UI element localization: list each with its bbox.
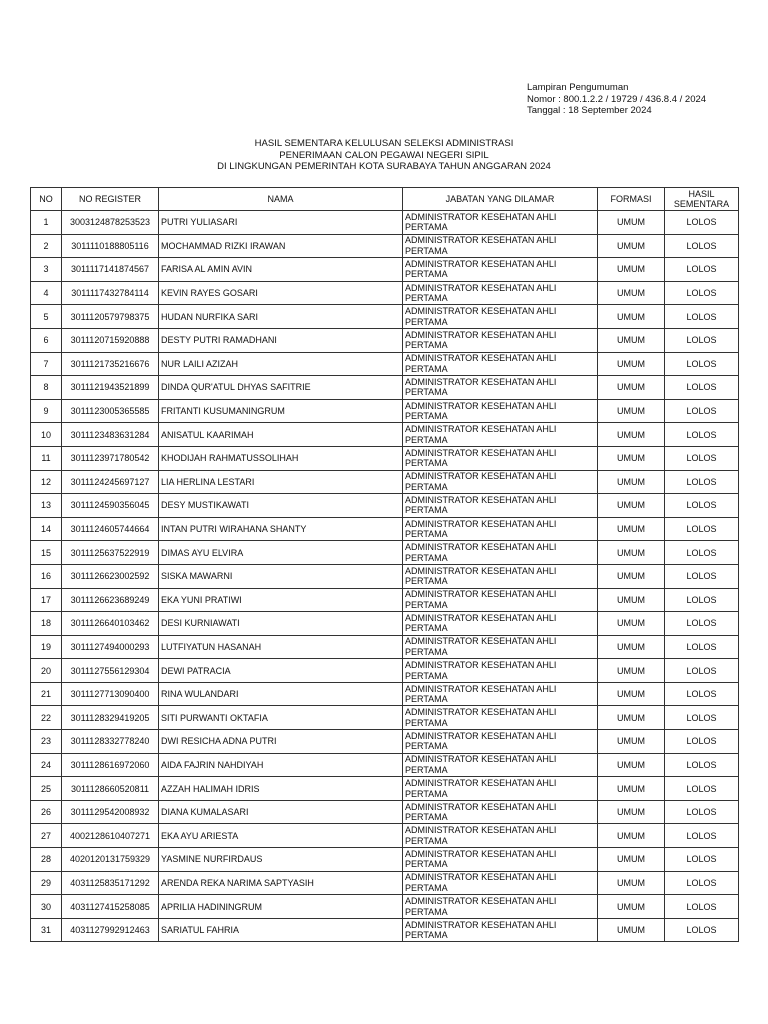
cell-no: 11	[31, 446, 62, 470]
table-row	[31, 541, 739, 565]
header-hasil	[665, 188, 739, 211]
cell-register: 4031127992912463	[62, 918, 159, 942]
cell-jabatan	[403, 281, 598, 305]
cell-jabatan-line-2: PERTAMA	[405, 363, 448, 374]
cell-jabatan-line-2: PERTAMA	[405, 646, 448, 657]
cell-nama: LIA HERLINA LESTARI	[159, 470, 403, 494]
cell-nama: DIANA KUMALASARI	[159, 800, 403, 824]
cell-jabatan-line-2: PERTAMA	[405, 552, 448, 563]
cell-hasil: LOLOS	[665, 800, 739, 824]
table-row	[31, 871, 739, 895]
cell-register: 3011117141874567	[62, 258, 159, 282]
table-row	[31, 305, 739, 329]
cell-jabatan	[403, 352, 598, 376]
table-row	[31, 848, 739, 872]
header-hasil-line-1: HASIL	[688, 189, 715, 199]
cell-jabatan-line-1: ADMINISTRATOR KESEHATAN AHLI	[405, 612, 557, 623]
cell-register: 3011128329419205	[62, 706, 159, 730]
cell-jabatan	[403, 730, 598, 754]
cell-no: 28	[31, 848, 62, 872]
table-row	[31, 682, 739, 706]
cell-nama: DESI KURNIAWATI	[159, 612, 403, 636]
cell-hasil: LOLOS	[665, 588, 739, 612]
cell-formasi: UMUM	[598, 706, 665, 730]
table-row	[31, 258, 739, 282]
cell-formasi: UMUM	[598, 635, 665, 659]
cell-jabatan	[403, 706, 598, 730]
cell-formasi: UMUM	[598, 376, 665, 400]
cell-no: 1	[31, 211, 62, 235]
attachment-block	[527, 82, 706, 117]
cell-register: 3011123971780542	[62, 446, 159, 470]
cell-nama: AZZAH HALIMAH IDRIS	[159, 777, 403, 801]
cell-jabatan-line-1: ADMINISTRATOR KESEHATAN AHLI	[405, 730, 557, 741]
cell-jabatan	[403, 777, 598, 801]
cell-register: 3011123483631284	[62, 423, 159, 447]
cell-nama: ARENDA REKA NARIMA SAPTYASIH	[159, 871, 403, 895]
cell-jabatan-line-2: PERTAMA	[405, 906, 448, 917]
cell-register: 3011126640103462	[62, 612, 159, 636]
cell-jabatan	[403, 824, 598, 848]
cell-jabatan-line-2: PERTAMA	[405, 505, 448, 516]
table-row	[31, 635, 739, 659]
cell-jabatan	[403, 305, 598, 329]
cell-jabatan	[403, 848, 598, 872]
cell-jabatan-line-2: PERTAMA	[405, 930, 448, 941]
cell-jabatan-line-2: PERTAMA	[405, 293, 448, 304]
cell-hasil: LOLOS	[665, 376, 739, 400]
cell-register: 3011121943521899	[62, 376, 159, 400]
cell-jabatan	[403, 328, 598, 352]
cell-jabatan-line-2: PERTAMA	[405, 529, 448, 540]
cell-register: 3011124605744664	[62, 517, 159, 541]
cell-no: 29	[31, 871, 62, 895]
table-row	[31, 328, 739, 352]
results-table	[30, 187, 739, 942]
cell-jabatan-line-2: PERTAMA	[405, 835, 448, 846]
cell-register: 3011126623002592	[62, 564, 159, 588]
cell-jabatan-line-1: ADMINISTRATOR KESEHATAN AHLI	[405, 258, 557, 269]
table-row	[31, 211, 739, 235]
cell-formasi: UMUM	[598, 848, 665, 872]
table-row	[31, 895, 739, 919]
cell-register: 3011124590356045	[62, 494, 159, 518]
cell-jabatan-line-2: PERTAMA	[405, 269, 448, 280]
cell-jabatan-line-2: PERTAMA	[405, 340, 448, 351]
cell-jabatan-line-2: PERTAMA	[405, 481, 448, 492]
cell-no: 27	[31, 824, 62, 848]
cell-no: 15	[31, 541, 62, 565]
cell-register: 3011127556129304	[62, 659, 159, 683]
cell-jabatan	[403, 446, 598, 470]
title-line-3: DI LINGKUNGAN PEMERINTAH KOTA SURABAYA TAHUN ANGGARAN 2024	[217, 161, 551, 172]
cell-jabatan-line-1: ADMINISTRATOR KESEHATAN AHLI	[405, 660, 557, 671]
cell-jabatan	[403, 234, 598, 258]
cell-formasi: UMUM	[598, 612, 665, 636]
cell-jabatan	[403, 895, 598, 919]
cell-hasil: LOLOS	[665, 470, 739, 494]
cell-formasi: UMUM	[598, 258, 665, 282]
attachment-date: Tanggal : 18 September 2024	[527, 105, 652, 116]
table-row	[31, 706, 739, 730]
cell-hasil: LOLOS	[665, 211, 739, 235]
cell-formasi: UMUM	[598, 753, 665, 777]
cell-no: 12	[31, 470, 62, 494]
table-row	[31, 800, 739, 824]
table-row	[31, 659, 739, 683]
cell-jabatan	[403, 635, 598, 659]
cell-no: 7	[31, 352, 62, 376]
cell-no: 21	[31, 682, 62, 706]
table-row	[31, 399, 739, 423]
cell-jabatan-line-2: PERTAMA	[405, 222, 448, 233]
cell-jabatan	[403, 918, 598, 942]
cell-jabatan-line-1: ADMINISTRATOR KESEHATAN AHLI	[405, 825, 557, 836]
cell-jabatan-line-1: ADMINISTRATOR KESEHATAN AHLI	[405, 306, 557, 317]
cell-formasi: UMUM	[598, 234, 665, 258]
table-header-row	[31, 188, 739, 211]
cell-jabatan-line-1: ADMINISTRATOR KESEHATAN AHLI	[405, 848, 557, 859]
table-row	[31, 588, 739, 612]
cell-nama: FARISA AL AMIN AVIN	[159, 258, 403, 282]
cell-nama: DESTY PUTRI RAMADHANI	[159, 328, 403, 352]
cell-register: 3011123005365585	[62, 399, 159, 423]
cell-jabatan	[403, 211, 598, 235]
table-row	[31, 517, 739, 541]
cell-hasil: LOLOS	[665, 918, 739, 942]
cell-hasil: LOLOS	[665, 446, 739, 470]
cell-hasil: LOLOS	[665, 824, 739, 848]
header-no: NO	[31, 188, 62, 211]
cell-nama: KHODIJAH RAHMATUSSOLIHAH	[159, 446, 403, 470]
cell-hasil: LOLOS	[665, 494, 739, 518]
cell-hasil: LOLOS	[665, 328, 739, 352]
table-row	[31, 730, 739, 754]
cell-jabatan-line-2: PERTAMA	[405, 245, 448, 256]
cell-formasi: UMUM	[598, 423, 665, 447]
cell-formasi: UMUM	[598, 895, 665, 919]
cell-nama: AIDA FAJRIN NAHDIYAH	[159, 753, 403, 777]
cell-jabatan-line-2: PERTAMA	[405, 599, 448, 610]
header-hasil-line-2: SEMENTARA	[673, 199, 730, 209]
cell-no: 17	[31, 588, 62, 612]
cell-jabatan-line-2: PERTAMA	[405, 316, 448, 327]
attachment-number: Nomor : 800.1.2.2 / 19729 / 436.8.4 / 2024	[527, 93, 707, 105]
cell-nama: SARIATUL FAHRIA	[159, 918, 403, 942]
header-jabatan: JABATAN YANG DILAMAR	[403, 188, 598, 211]
cell-jabatan-line-1: ADMINISTRATOR KESEHATAN AHLI	[405, 683, 557, 694]
table-row	[31, 234, 739, 258]
cell-no: 9	[31, 399, 62, 423]
cell-no: 2	[31, 234, 62, 258]
cell-hasil: LOLOS	[665, 635, 739, 659]
table-row	[31, 824, 739, 848]
cell-jabatan-line-1: ADMINISTRATOR KESEHATAN AHLI	[405, 471, 557, 482]
cell-register: 3011126623689249	[62, 588, 159, 612]
cell-jabatan	[403, 541, 598, 565]
header-register: NO REGISTER	[62, 188, 159, 211]
cell-hasil: LOLOS	[665, 234, 739, 258]
table-row	[31, 423, 739, 447]
table-row	[31, 352, 739, 376]
cell-nama: ANISATUL KAARIMAH	[159, 423, 403, 447]
cell-register: 3011125637522919	[62, 541, 159, 565]
cell-jabatan-line-2: PERTAMA	[405, 859, 448, 870]
cell-nama: APRILIA HADININGRUM	[159, 895, 403, 919]
cell-jabatan-line-2: PERTAMA	[405, 882, 448, 893]
cell-nama: DWI RESICHA ADNA PUTRI	[159, 730, 403, 754]
cell-formasi: UMUM	[598, 352, 665, 376]
cell-jabatan-line-2: PERTAMA	[405, 741, 448, 752]
cell-jabatan-line-1: ADMINISTRATOR KESEHATAN AHLI	[405, 282, 557, 293]
cell-nama: FRITANTI KUSUMANINGRUM	[159, 399, 403, 423]
cell-register: 3011128332778240	[62, 730, 159, 754]
cell-jabatan	[403, 517, 598, 541]
cell-formasi: UMUM	[598, 682, 665, 706]
cell-jabatan	[403, 612, 598, 636]
cell-jabatan	[403, 470, 598, 494]
cell-jabatan	[403, 258, 598, 282]
cell-formasi: UMUM	[598, 399, 665, 423]
cell-jabatan-line-1: ADMINISTRATOR KESEHATAN AHLI	[405, 329, 557, 340]
cell-jabatan-line-2: PERTAMA	[405, 458, 448, 469]
cell-formasi: UMUM	[598, 918, 665, 942]
cell-nama: INTAN PUTRI WIRAHANA SHANTY	[159, 517, 403, 541]
cell-jabatan-line-1: ADMINISTRATOR KESEHATAN AHLI	[405, 424, 557, 435]
cell-formasi: UMUM	[598, 564, 665, 588]
cell-formasi: UMUM	[598, 494, 665, 518]
cell-hasil: LOLOS	[665, 753, 739, 777]
table-row	[31, 494, 739, 518]
cell-hasil: LOLOS	[665, 848, 739, 872]
cell-jabatan-line-1: ADMINISTRATOR KESEHATAN AHLI	[405, 801, 557, 812]
cell-jabatan-line-1: ADMINISTRATOR KESEHATAN AHLI	[405, 896, 557, 907]
cell-no: 30	[31, 895, 62, 919]
cell-hasil: LOLOS	[665, 517, 739, 541]
cell-jabatan-line-2: PERTAMA	[405, 387, 448, 398]
cell-formasi: UMUM	[598, 470, 665, 494]
cell-jabatan-line-1: ADMINISTRATOR KESEHATAN AHLI	[405, 447, 557, 458]
cell-jabatan-line-2: PERTAMA	[405, 434, 448, 445]
cell-register: 3011121735216676	[62, 352, 159, 376]
cell-nama: DEWI PATRACIA	[159, 659, 403, 683]
table-row	[31, 753, 739, 777]
cell-register: 3011128616972060	[62, 753, 159, 777]
cell-no: 31	[31, 918, 62, 942]
cell-formasi: UMUM	[598, 328, 665, 352]
cell-jabatan-line-1: ADMINISTRATOR KESEHATAN AHLI	[405, 919, 557, 930]
cell-jabatan	[403, 753, 598, 777]
cell-hasil: LOLOS	[665, 730, 739, 754]
cell-register: 3011128660520811	[62, 777, 159, 801]
cell-no: 14	[31, 517, 62, 541]
cell-hasil: LOLOS	[665, 871, 739, 895]
cell-jabatan	[403, 376, 598, 400]
table-row	[31, 918, 739, 942]
cell-nama: NUR LAILI AZIZAH	[159, 352, 403, 376]
cell-jabatan-line-1: ADMINISTRATOR KESEHATAN AHLI	[405, 235, 557, 246]
cell-jabatan-line-2: PERTAMA	[405, 670, 448, 681]
cell-no: 13	[31, 494, 62, 518]
cell-jabatan-line-1: ADMINISTRATOR KESEHATAN AHLI	[405, 707, 557, 718]
cell-formasi: UMUM	[598, 730, 665, 754]
cell-jabatan	[403, 800, 598, 824]
cell-register: 3003124878253523	[62, 211, 159, 235]
cell-jabatan-line-2: PERTAMA	[405, 717, 448, 728]
cell-jabatan-line-2: PERTAMA	[405, 764, 448, 775]
cell-no: 3	[31, 258, 62, 282]
cell-formasi: UMUM	[598, 446, 665, 470]
cell-no: 10	[31, 423, 62, 447]
cell-hasil: LOLOS	[665, 682, 739, 706]
cell-no: 22	[31, 706, 62, 730]
attachment-label: Lampiran Pengumuman	[527, 82, 629, 93]
cell-jabatan-line-1: ADMINISTRATOR KESEHATAN AHLI	[405, 518, 557, 529]
table-row	[31, 470, 739, 494]
cell-formasi: UMUM	[598, 588, 665, 612]
cell-nama: HUDAN NURFIKA SARI	[159, 305, 403, 329]
cell-nama: LUTFIYATUN HASANAH	[159, 635, 403, 659]
cell-register: 3011120715920888	[62, 328, 159, 352]
cell-register: 4002128610407271	[62, 824, 159, 848]
cell-nama: DESY MUSTIKAWATI	[159, 494, 403, 518]
cell-jabatan-line-1: ADMINISTRATOR KESEHATAN AHLI	[405, 353, 557, 364]
header-nama: NAMA	[159, 188, 403, 211]
cell-jabatan	[403, 399, 598, 423]
cell-no: 23	[31, 730, 62, 754]
cell-register: 4031127415258085	[62, 895, 159, 919]
cell-no: 26	[31, 800, 62, 824]
cell-jabatan-line-1: ADMINISTRATOR KESEHATAN AHLI	[405, 872, 557, 883]
cell-nama: EKA AYU ARIESTA	[159, 824, 403, 848]
cell-jabatan-line-1: ADMINISTRATOR KESEHATAN AHLI	[405, 400, 557, 411]
cell-jabatan-line-2: PERTAMA	[405, 576, 448, 587]
cell-no: 6	[31, 328, 62, 352]
cell-nama: SITI PURWANTI OKTAFIA	[159, 706, 403, 730]
cell-no: 16	[31, 564, 62, 588]
cell-jabatan	[403, 588, 598, 612]
cell-nama: DINDA QUR'ATUL DHYAS SAFITRIE	[159, 376, 403, 400]
title-line-2: PENERIMAAN CALON PEGAWAI NEGERI SIPIL	[279, 149, 489, 161]
table-row	[31, 281, 739, 305]
cell-jabatan-line-1: ADMINISTRATOR KESEHATAN AHLI	[405, 211, 557, 222]
cell-jabatan	[403, 423, 598, 447]
cell-no: 20	[31, 659, 62, 683]
cell-hasil: LOLOS	[665, 423, 739, 447]
cell-no: 4	[31, 281, 62, 305]
cell-jabatan-line-1: ADMINISTRATOR KESEHATAN AHLI	[405, 754, 557, 765]
title-line-1: HASIL SEMENTARA KELULUSAN SELEKSI ADMINISTRASI	[254, 138, 514, 149]
cell-jabatan	[403, 659, 598, 683]
cell-hasil: LOLOS	[665, 281, 739, 305]
cell-nama: RINA WULANDARI	[159, 682, 403, 706]
cell-no: 5	[31, 305, 62, 329]
cell-hasil: LOLOS	[665, 541, 739, 565]
cell-jabatan	[403, 871, 598, 895]
cell-register: 3011124245697127	[62, 470, 159, 494]
cell-nama: DIMAS AYU ELVIRA	[159, 541, 403, 565]
table-row	[31, 446, 739, 470]
cell-register: 4020120131759329	[62, 848, 159, 872]
cell-jabatan-line-2: PERTAMA	[405, 694, 448, 705]
cell-jabatan	[403, 682, 598, 706]
cell-formasi: UMUM	[598, 211, 665, 235]
cell-hasil: LOLOS	[665, 659, 739, 683]
cell-register: 4031125835171292	[62, 871, 159, 895]
cell-nama: KEVIN RAYES GOSARI	[159, 281, 403, 305]
cell-jabatan-line-1: ADMINISTRATOR KESEHATAN AHLI	[405, 589, 557, 600]
cell-formasi: UMUM	[598, 305, 665, 329]
cell-hasil: LOLOS	[665, 399, 739, 423]
cell-jabatan	[403, 494, 598, 518]
cell-nama: SISKA MAWARNI	[159, 564, 403, 588]
cell-hasil: LOLOS	[665, 305, 739, 329]
cell-hasil: LOLOS	[665, 352, 739, 376]
cell-hasil: LOLOS	[665, 564, 739, 588]
cell-register: 3011117432784114	[62, 281, 159, 305]
cell-jabatan-line-1: ADMINISTRATOR KESEHATAN AHLI	[405, 565, 557, 576]
cell-jabatan-line-1: ADMINISTRATOR KESEHATAN AHLI	[405, 636, 557, 647]
cell-nama: PUTRI YULIASARI	[159, 211, 403, 235]
cell-jabatan-line-2: PERTAMA	[405, 812, 448, 823]
cell-formasi: UMUM	[598, 281, 665, 305]
cell-jabatan-line-1: ADMINISTRATOR KESEHATAN AHLI	[405, 376, 557, 387]
cell-no: 8	[31, 376, 62, 400]
cell-jabatan-line-1: ADMINISTRATOR KESEHATAN AHLI	[405, 494, 557, 505]
cell-hasil: LOLOS	[665, 895, 739, 919]
table-row	[31, 564, 739, 588]
table-row	[31, 612, 739, 636]
cell-register: 3011127494000293	[62, 635, 159, 659]
table-row	[31, 777, 739, 801]
header-formasi: FORMASI	[598, 188, 665, 211]
cell-formasi: UMUM	[598, 517, 665, 541]
cell-nama: YASMINE NURFIRDAUS	[159, 848, 403, 872]
cell-no: 25	[31, 777, 62, 801]
cell-jabatan-line-2: PERTAMA	[405, 788, 448, 799]
cell-formasi: UMUM	[598, 659, 665, 683]
cell-register: 3011110188805116	[62, 234, 159, 258]
cell-hasil: LOLOS	[665, 777, 739, 801]
cell-hasil: LOLOS	[665, 706, 739, 730]
cell-formasi: UMUM	[598, 824, 665, 848]
cell-nama: EKA YUNI PRATIWI	[159, 588, 403, 612]
cell-formasi: UMUM	[598, 777, 665, 801]
cell-formasi: UMUM	[598, 800, 665, 824]
cell-jabatan	[403, 564, 598, 588]
cell-nama: MOCHAMMAD RIZKI IRAWAN	[159, 234, 403, 258]
document-title	[0, 138, 768, 173]
cell-formasi: UMUM	[598, 871, 665, 895]
table-row	[31, 376, 739, 400]
cell-no: 19	[31, 635, 62, 659]
cell-register: 3011120579798375	[62, 305, 159, 329]
cell-no: 18	[31, 612, 62, 636]
cell-hasil: LOLOS	[665, 612, 739, 636]
cell-jabatan-line-1: ADMINISTRATOR KESEHATAN AHLI	[405, 778, 557, 789]
cell-register: 3011129542008932	[62, 800, 159, 824]
cell-hasil: LOLOS	[665, 258, 739, 282]
cell-jabatan-line-1: ADMINISTRATOR KESEHATAN AHLI	[405, 542, 557, 553]
cell-register: 3011127713090400	[62, 682, 159, 706]
cell-jabatan-line-2: PERTAMA	[405, 411, 448, 422]
cell-formasi: UMUM	[598, 541, 665, 565]
cell-no: 24	[31, 753, 62, 777]
cell-jabatan-line-2: PERTAMA	[405, 623, 448, 634]
